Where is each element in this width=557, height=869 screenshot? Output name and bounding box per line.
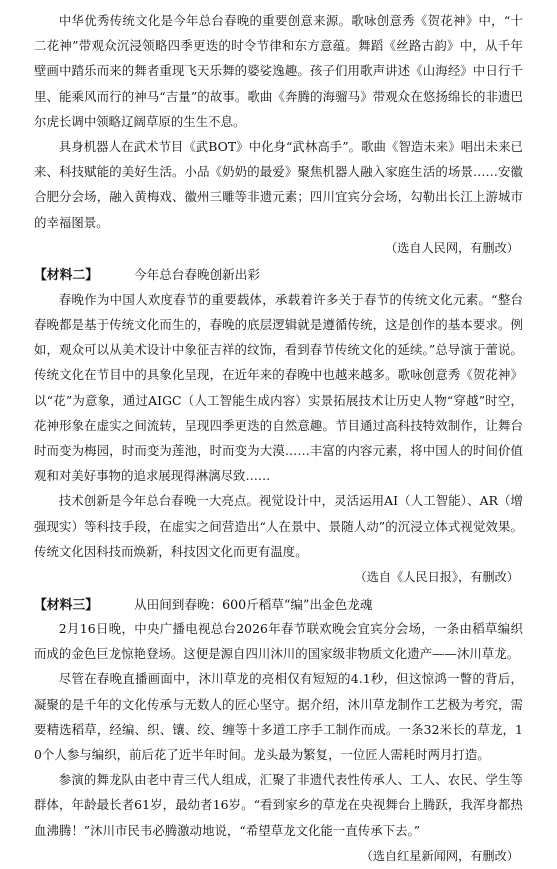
material3-label: 【材料三】 [34,597,98,613]
material3-paragraph-2: 尽管在春晚直播画面中，沐川草龙的亮相仅有短短的4.1秒，但这惊鸿一瞥的背后，凝聚的是千年的文化传承与无数人的匠心坚守。据介绍，沐川草龙制作工艺极为考究，需要精选稻草，经编、织、镶、绞、缠等十多道工序手工制作而成。一条32米长的草龙，10个人参与编织，前后花了近半年时间。龙头最为繁复，一位匠人需耗时两月打造。 [34,671,523,763]
material3-paragraph-1: 2月16日晚，中央广播电视总台2026年春节联欢晚会宜宾分会场，一条由稻草编织而成的金色巨龙惊艳登场。这便是源自四川沐川的国家级非物质文化遗产——沐川草龙。 [34,621,523,662]
material2-title: 今年总台春晚创新出彩 [134,267,260,283]
material2-section [34,261,523,590]
material3-source: （选自红星新闻网，有删改） [360,848,519,863]
material2-paragraph-2: 技术创新是今年总台春晚一大亮点。视觉设计中，灵活运用AI（人工智能）、AR（增强现实）等科技手段，在虚实之间营造出“人在景中、景随人动”的沉浸立体式视觉效果。传统文化因科技而焕新，科技因文化而更有温度。 [34,493,523,559]
material1-paragraph-1: 中华优秀传统文化是今年总台春晚的重要创意来源。歌咏创意秀《贺花神》中，“十二花神”带观众沉浸领略四季更迭的时令节律和东方意蕴。舞蹈《丝路古韵》中，从千年壁画中踏乐而来的舞者重现飞天乐舞的婆娑逸趣。孩子们用歌声讲述《山海经》中日行千里、能乘风而行的神马“吉量”的故事。歌曲《奔腾的海骝马》带观众在悠扬绵长的非遗巴尔虎长调中领略辽阔草原的生生不息。 [34,13,523,129]
material2-paragraph-1: 春晚作为中国人欢度春节的重要载体，承载着许多关于春节的传统文化元素。“整台春晚都是基于传统文化而生的，春晚的底层逻辑就是遵循传统，这是创作的基本要求。例如，观众可以从美术设计中象征吉祥的纹饰，看到春节传统文化的延续。”总导演于蕾说。传统文化在节目中的具象化呈现，在近年来的春晚中也越来越多。歌咏创意秀《贺花神》以“花”为意象，通过AIGC（人工智能生成内容）实景拓展技术让历史人物“穿越”时空，花神形象在虚实之间流转，呈现四季更迭的自然意趣。节目通过高科技特效制作，让舞台时而变为梅园，时而变为莲池，时而变为大漠……丰富的内容元素，将中国人的时间价值观和对美好事物的追求展现得淋漓尽致…… [34,291,523,484]
material1-section [34,8,523,261]
material3-title: 从田间到春晚：600斤稻草“编”出金色龙魂 [134,596,373,612]
material2-source: （选自《人民日报》，有删改） [354,570,519,585]
material2-header [34,261,523,287]
material3-paragraph-3: 参演的舞龙队由老中青三代人组成，汇聚了非遗代表性传承人、工人、农民、学生等群体，年龄最长者61岁，最幼者16岁。“看到家乡的草龙在央视舞台上腾跃，我浑身都热血沸腾！”沐川市民韦必腾激动地说，“希望草龙文化能一直传承下去。” [34,772,523,838]
material3-header [34,590,523,616]
material3-section [34,590,523,869]
material1-paragraph-2: 具身机器人在武术节目《武BOT》中化身“武林高手”。歌曲《智造未来》唱出未来已来、科技赋能的美好生活。小品《奶奶的最爱》聚焦机器人融入家庭生活的场景……安徽合肥分会场，融入黄梅戏、徽州三雕等非遗元素；四川宜宾分会场，勾勒出长江上游城市的幸福图景。 [34,139,523,230]
material2-label: 【材料二】 [34,268,98,284]
material1-source: （选自人民网，有删改） [384,240,519,255]
